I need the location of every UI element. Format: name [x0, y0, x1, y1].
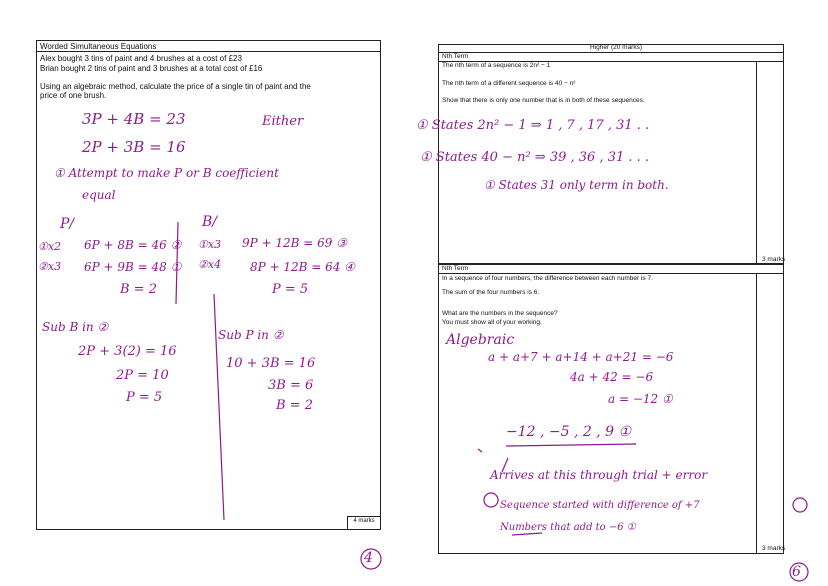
handwritten-equation: 10 + 3B = 16 — [226, 356, 316, 371]
question-instruction: price of one brush. — [40, 91, 107, 100]
marks-box: 4 marks — [347, 516, 381, 530]
question-line: You must show all of your working. — [442, 319, 542, 326]
question-line: The nth term of a different sequence is 40 − n² — [442, 80, 576, 87]
mark-circle — [790, 563, 808, 581]
question-line: Show that there is only one number that is in both of these sequences. — [442, 97, 645, 104]
handwritten-note: Sub B in ② — [42, 320, 109, 334]
section-header: Higher (20 marks) — [590, 44, 643, 51]
marks-label: 3 marks — [762, 545, 786, 552]
handwritten-equation: 2P = 10 — [116, 368, 169, 383]
question-title: Nth Term — [442, 265, 469, 272]
handwritten-equation: 2P + 3(2) = 16 — [78, 344, 177, 359]
handwritten-working: ① States 40 − n² ⇒ 39 , 36 , 31 . . . — [420, 150, 650, 165]
handwritten-note: Either — [262, 114, 304, 129]
handwritten-total: 4 — [364, 550, 373, 566]
handwritten-note: ① Attempt to make P or B coefficient — [54, 166, 279, 180]
question-instruction: Using an algebraic method, calculate the price of a single tin of paint and the — [40, 82, 311, 91]
question-title: Worded Simultaneous Equations — [40, 42, 157, 51]
handwritten-equation: P = 5 — [126, 390, 163, 405]
mark-circle — [484, 493, 498, 507]
handwritten-equation: 2P + 3B = 16 — [82, 138, 186, 156]
handwritten-working: −12 , −5 , 2 , 9 ① — [506, 424, 632, 440]
handwritten-working: a + a+7 + a+14 + a+21 = −6 — [488, 350, 674, 364]
working-divider-line — [176, 222, 224, 520]
handwritten-result: P = 5 — [272, 282, 309, 297]
question-line: Brian bought 2 tins of paint and 3 brushes at a total cost of £16 — [40, 64, 263, 73]
handwritten-working: Algebraic — [446, 332, 515, 348]
question-line: In a sequence of four numbers, the difference between each number is 7. — [442, 275, 653, 282]
handwritten-equation: 3B = 6 — [268, 378, 314, 393]
handwritten-equation: B = 2 — [276, 398, 313, 413]
slash — [502, 458, 508, 472]
handwritten-equation: 9P + 12B = 69 ③ — [242, 236, 348, 250]
question-line: Alex bought 3 tins of paint and 4 brushes at a cost of £23 — [40, 54, 242, 63]
handwritten-note: Sub P in ② — [218, 328, 284, 342]
mark-circle — [361, 549, 381, 569]
question-line: The nth term of a sequence is 2n² − 1 — [442, 62, 551, 69]
handwritten-working: 4a + 42 = −6 — [570, 370, 654, 384]
handwritten-label: ①x3 — [198, 238, 222, 251]
handwritten-working: Sequence started with difference of +7 — [500, 500, 700, 511]
handwritten-working: a = −12 ① — [608, 392, 673, 406]
handwritten-label: B/ — [202, 214, 218, 230]
handwritten-label: ①x2 — [38, 240, 62, 253]
handwritten-result: B = 2 — [120, 282, 157, 297]
dash-line — [512, 533, 542, 535]
handwritten-note: equal — [82, 188, 116, 202]
handwritten-equation: 6P + 8B = 46 ② — [84, 238, 182, 252]
question-line: What are the numbers in the sequence? — [442, 310, 558, 317]
mark-circle — [793, 498, 807, 512]
handwritten-label: ②x3 — [38, 260, 62, 273]
question-title: Nth Term — [442, 53, 469, 60]
handwritten-label: P/ — [60, 216, 75, 232]
handwritten-working: Arrives at this through trial + error — [490, 468, 708, 482]
handwritten-equation: 6P + 9B = 48 ① — [84, 260, 182, 274]
handwritten-equation: 3P + 4B = 23 — [82, 110, 186, 128]
handwritten-working: ① States 31 only term in both. — [484, 178, 669, 192]
tick — [478, 449, 482, 452]
handwritten-working: ① States 2n² − 1 ⇒ 1 , 7 , 17 , 31 . . — [416, 118, 650, 133]
handwritten-working: Numbers that add to −6 ① — [500, 522, 636, 533]
question-line: The sum of the four numbers is 6. — [442, 289, 540, 296]
handwritten-label: ②x4 — [198, 258, 222, 271]
marks-label: 3 marks — [762, 256, 786, 263]
handwritten-equation: 8P + 12B = 64 ④ — [250, 260, 356, 274]
handwritten-total: 6 — [792, 564, 801, 580]
underline — [506, 444, 636, 446]
